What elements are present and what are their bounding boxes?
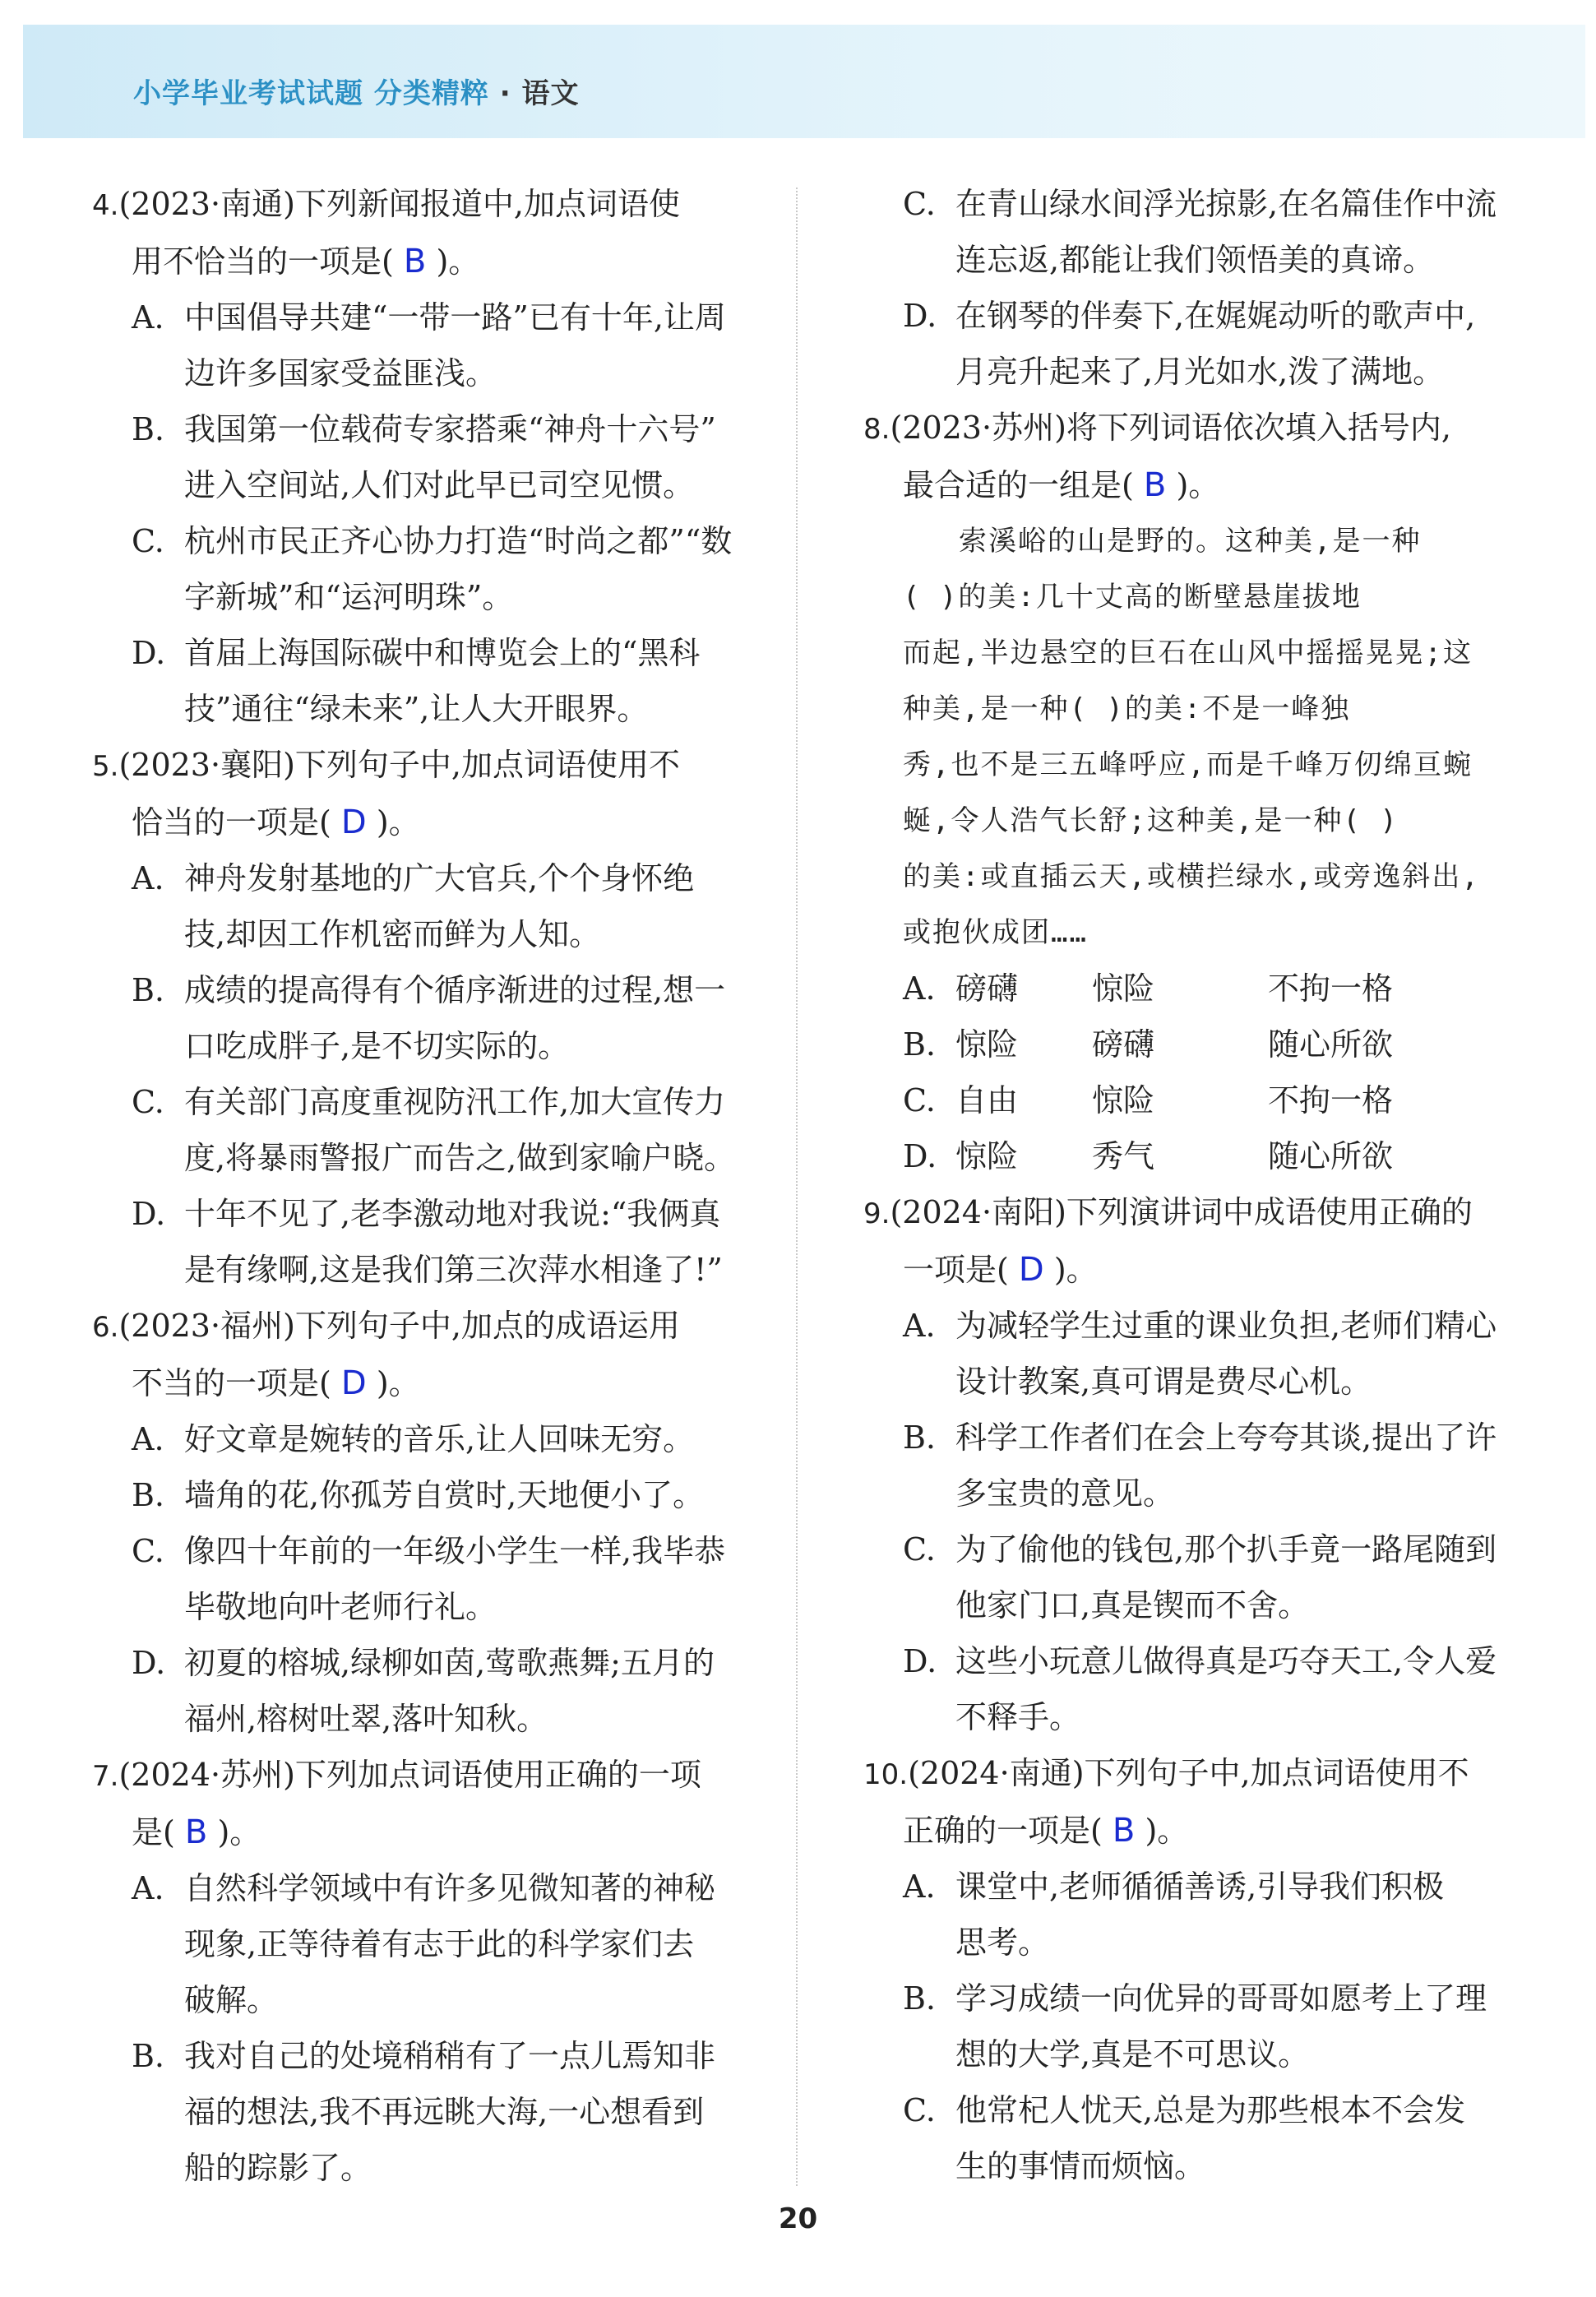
option-b: B. 我对自己的处境稍稍有了一点儿焉知非 (132, 2038, 716, 2074)
column-divider (796, 188, 798, 2186)
question-stem: (2023·苏州)将下列词语依次填入括号内, (890, 410, 1451, 446)
option-d: D. 这些小玩意儿做得真是巧夺天工,令人爱 (903, 1643, 1497, 1679)
right-column (863, 176, 1552, 2194)
series-title: 小学毕业考试试题 分类精粹 (133, 77, 489, 110)
option-a: A. 中国倡导共建“一带一路”已有十年,让周 (132, 299, 726, 336)
option-b: B. 成绩的提高得有个循序渐进的过程,想一 (132, 972, 726, 1008)
page-number: 20 (778, 2202, 818, 2235)
question-number: 7. (92, 1760, 119, 1793)
option-c: C. 有关部门高度重视防汛工作,加大宣传力 (132, 1084, 726, 1120)
question-7-continued: C. 在青山绿水间浮光掠影,在名篇佳作中流 连忘返,都能让我们领悟美的真谛。 D. 在钢琴的伴奏下,在娓娓动听的歌声中, 月亮升起来了,月光如水,泼了满地。 (863, 176, 1552, 400)
answer-mark: D (340, 1364, 367, 1402)
question-number: 4. (92, 189, 119, 222)
option-b: B. 学习成绩一向优异的哥哥如愿考上了理 (903, 1980, 1487, 2017)
question-stem: (2024·苏州)下列加点词语使用正确的一项 (118, 1757, 701, 1793)
option-d: D. 在钢琴的伴奏下,在娓娓动听的歌声中, (903, 298, 1476, 334)
header-title (133, 71, 579, 111)
option-c: C. 杭州市民正齐心协力打造“时尚之都”“数 (132, 523, 733, 559)
question-number: 5. (92, 750, 119, 783)
option-d: D. 首届上海国际碳中和博览会上的“黑科 (132, 635, 701, 671)
question-5: 5.(2023·襄阳)下列句子中,加点词语使用不 恰当的一项是( D )。 A. 神舟发射基地的广大官兵,个个身怀绝 技,却因工作机密而鲜为人知。 B. 成绩的提高得有个循序渐进的过程,想一 口吃成胖子,是不切实际的。 C. 有关部门高度重视防汛工作,加大宣传力 度,将暴雨警报广而告之,做到家喻户晓。 D. 十年不见了,老李激动地对我说:“我俩真 是有缘啊,这是我们第三次萍水相逢了!” (92, 737, 781, 1298)
question-stem: (2024·南阳)下列演讲词中成语使用正确的 (890, 1194, 1473, 1230)
option-a: A. 自然科学领域中有许多见微知著的神秘 (132, 1870, 716, 1906)
question-7: 7.(2024·苏州)下列加点词语使用正确的一项 是( B )。 A. 自然科学领域中有许多见微知著的神秘 现象,正等待着有志于此的科学家们去 破解。 B. 我对自己的处境稍稍有了一点儿焉知非 福的想法,我不再远眺大海,一心想看到 船的踪影了。 (92, 1747, 781, 2196)
question-stem: (2023·福州)下列句子中,加点的成语运用 (118, 1308, 680, 1344)
question-stem: (2023·南通)下列新闻报道中,加点词语使 (118, 186, 680, 222)
option-b: B. 我国第一位载荷专家搭乘“神舟十六号” (132, 411, 716, 447)
option-c: C. 像四十年前的一年级小学生一样,我毕恭 (132, 1533, 726, 1569)
question-9: 9.(2024·南阳)下列演讲词中成语使用正确的 一项是( D )。 A. 为减轻学生过重的课业负担,老师们精心 设计教案,真可谓是费尽心机。 B. 科学工作者们在会上夸夸其谈,提出了许 多宝贵的意见。 C. 为了偷他的钱包,那个扒手竟一路尾随到 他家门口,真是锲而不舍。 D. 这些小玩意儿做得真是巧夺天工,令人爱 不释手。 (863, 1184, 1552, 1745)
question-number: 9. (863, 1197, 891, 1230)
question-4: 4.(2023·南通)下列新闻报道中,加点词语使 用不恰当的一项是( B )。 A. 中国倡导共建“一带一路”已有十年,让周 边许多国家受益匪浅。 B. 我国第一位载荷专家搭乘“神舟十六号” 进入空间站,人们对此早已司空见惯。 C. 杭州市民正齐心协力打造“时尚之都”“数 字新城”和“运河明珠”。 D. 首届上海国际碳中和博览会上的“黑科 技”通往“绿未来”,让人大开眼界。 (92, 176, 781, 737)
option-c: C. 为了偷他的钱包,那个扒手竟一路尾随到 (903, 1531, 1497, 1568)
option-c: C. 在青山绿水间浮光掠影,在名篇佳作中流 (903, 186, 1497, 222)
choice-row-c: C. 自由 惊险 不拘一格 (903, 1082, 1394, 1118)
option-b: B. 科学工作者们在会上夸夸其谈,提出了许 (903, 1419, 1497, 1456)
answer-mark: D (340, 803, 367, 841)
option-d: D. 十年不见了,老李激动地对我说:“我俩真 (132, 1196, 721, 1232)
answer-mark: B (1112, 1812, 1136, 1850)
question-number: 6. (92, 1311, 119, 1344)
answer-mark: D (1018, 1251, 1044, 1289)
option-a: A. 好文章是婉转的音乐,让人回味无穷。 (132, 1421, 695, 1457)
question-stem: (2024·南通)下列句子中,加点词语使用不 (908, 1755, 1469, 1791)
choice-row-d: D. 惊险 秀气 随心所欲 (903, 1138, 1394, 1174)
option-a: A. 神舟发射基地的广大官兵,个个身怀绝 (132, 860, 695, 896)
option-b: B. 墙角的花,你孤芳自赏时,天地便小了。 (132, 1477, 705, 1513)
answer-mark: B (184, 1813, 208, 1851)
answer-mark: B (1143, 466, 1167, 504)
question-8: 8.(2023·苏州)将下列词语依次填入括号内, 最合适的一组是( B )。 索溪峪的山是野的。这种美,是一种 ( )的美:几十丈高的断壁悬崖拔地 而起,半边悬空的巨石在山风中摇摇晃晃;这 种美,是一种( )的美:不是一峰独 秀,也不是三五峰呼应,而是千峰万仞绵亘蜿 蜒,令人浩气长舒;这种美,是一种( ) 的美:或直插云天,或横拦绿水,或旁逸斜出, 或抱伙成团…… A. 磅礴 惊险 不拘一格 B. 惊险 磅礴 随心所欲 C. 自由 惊险 不拘一格 D. 惊险 秀气 随心所欲 (863, 400, 1552, 1184)
reading-passage: 索溪峪的山是野的。这种美,是一种 ( )的美:几十丈高的断壁悬崖拔地 而起,半边悬空的巨石在山风中摇摇晃晃;这 种美,是一种( )的美:不是一峰独 秀,也不是三五峰呼应,而是千峰万仞绵亘蜿 蜒,令人浩气长舒;这种美,是一种( ) 的美:或直插云天,或横拦绿水,或旁逸斜出, 或抱伙成团…… (903, 525, 1480, 949)
question-stem: (2023·襄阳)下列句子中,加点词语使用不 (118, 747, 680, 783)
question-6: 6.(2023·福州)下列句子中,加点的成语运用 不当的一项是( D )。 A. 好文章是婉转的音乐,让人回味无穷。 B. 墙角的花,你孤芳自赏时,天地便小了。 C. 像四十年前的一年级小学生一样,我毕恭 毕敬地向叶老师行礼。 D. 初夏的榕城,绿柳如茵,莺歌燕舞;五月的 福州,榕树吐翠,落叶知秋。 (92, 1298, 781, 1747)
option-c: C. 他常杞人忧天,总是为那些根本不会发 (903, 2092, 1466, 2128)
option-a: A. 为减轻学生过重的课业负担,老师们精心 (903, 1308, 1497, 1344)
question-10: 10.(2024·南通)下列句子中,加点词语使用不 正确的一项是( B )。 A. 课堂中,老师循循善诱,引导我们积极 思考。 B. 学习成绩一向优异的哥哥如愿考上了理 想的大学,真是不可思议。 C. 他常杞人忧天,总是为那些根本不会发 生的事情而烦恼。 (863, 1745, 1552, 2194)
question-number: 8. (863, 413, 891, 446)
left-column (92, 176, 781, 2196)
choice-row-a: A. 磅礴 惊险 不拘一格 (903, 970, 1394, 1007)
option-d: D. 初夏的榕城,绿柳如茵,莺歌燕舞;五月的 (132, 1645, 715, 1681)
subject-title: 语文 (521, 77, 580, 110)
question-number: 10. (863, 1758, 909, 1791)
header-dot: · (499, 77, 511, 110)
choice-row-b: B. 惊险 磅礴 随心所欲 (903, 1026, 1394, 1063)
option-a: A. 课堂中,老师循循善诱,引导我们积极 (903, 1869, 1445, 1905)
answer-mark: B (403, 243, 427, 280)
